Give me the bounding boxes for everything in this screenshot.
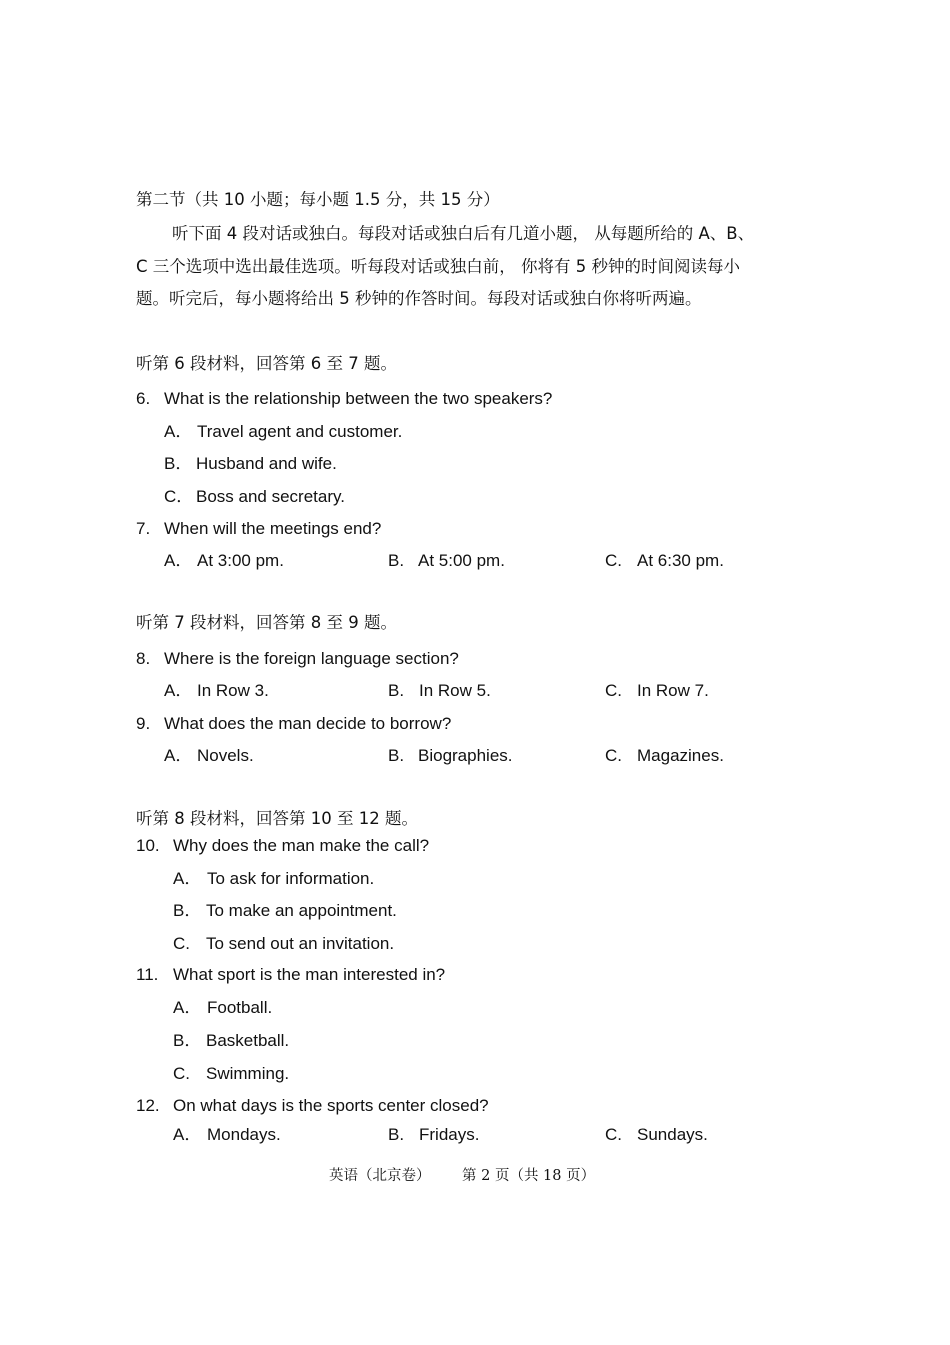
- option-letter: C.: [605, 551, 622, 570]
- option-text: Swimming.: [206, 1064, 290, 1083]
- option-letter: A．: [164, 746, 193, 765]
- option-letter: A．: [173, 869, 202, 888]
- option-letter: B．: [173, 901, 202, 920]
- option-text: Basketball.: [206, 1031, 290, 1050]
- option-text: In Row 5.: [419, 681, 491, 700]
- option-text: At 3:00 pm.: [197, 551, 284, 570]
- question-number: 6.: [136, 389, 151, 408]
- question-text: Where is the foreign language section?: [164, 649, 459, 668]
- option-text: Husband and wife.: [196, 454, 337, 473]
- option-letter: C.: [173, 934, 190, 953]
- option-letter: B.: [388, 551, 405, 570]
- option-letter: C.: [605, 746, 622, 765]
- instruction-line-3: 题。听完后，每小题将给出 5 秒钟的作答时间。每段对话或独白你将听两遍。: [136, 289, 702, 308]
- group-heading: 听第 6 段材料，回答第 6 至 7 题。: [136, 354, 397, 373]
- question-text: When will the meetings end?: [164, 519, 382, 538]
- option-letter: B.: [388, 1125, 405, 1144]
- option-letter: C.: [605, 1125, 622, 1144]
- option-text: To make an appointment.: [206, 901, 397, 920]
- option-letter: B.: [388, 681, 405, 700]
- footer-subject: 英语（北京卷）: [329, 1168, 431, 1184]
- option-text: Biographies.: [418, 746, 513, 765]
- option-text: In Row 7.: [637, 681, 709, 700]
- option-text: To ask for information.: [207, 869, 375, 888]
- question-text: What is the relationship between the two speakers?: [164, 389, 553, 408]
- option-text: Boss and secretary.: [196, 487, 345, 506]
- question-number: 7.: [136, 519, 151, 538]
- option-text: At 6:30 pm.: [637, 551, 724, 570]
- group-heading: 听第 8 段材料，回答第 10 至 12 题。: [136, 809, 418, 828]
- option-text: In Row 3.: [197, 681, 269, 700]
- option-text: Travel agent and customer.: [197, 422, 403, 441]
- section-header: 第二节（共 10 小题；每小题 1.5 分，共 15 分）: [136, 190, 500, 209]
- option-text: Football.: [207, 998, 273, 1017]
- option-text: Magazines.: [637, 746, 724, 765]
- option-text: To send out an invitation.: [206, 934, 395, 953]
- option-letter: B．: [164, 454, 193, 473]
- instruction-line-1: 听下面 4 段对话或独白。每段对话或独白后有几道小题， 从每题所给的 A、B、: [172, 224, 755, 243]
- footer-page-number: 第 2 页（共 18 页）: [462, 1168, 596, 1184]
- question-number: 8.: [136, 649, 151, 668]
- option-letter: A．: [173, 998, 202, 1017]
- question-text: What does the man decide to borrow?: [164, 714, 452, 733]
- question-number: 12.: [136, 1096, 160, 1115]
- option-letter: A．: [173, 1125, 202, 1144]
- question-number: 9.: [136, 714, 151, 733]
- option-text: Sundays.: [637, 1125, 708, 1144]
- option-text: At 5:00 pm.: [418, 551, 505, 570]
- option-letter: A．: [164, 422, 193, 441]
- option-letter: C.: [173, 1064, 190, 1083]
- question-text: What sport is the man interested in?: [173, 965, 446, 984]
- question-number: 11.: [136, 965, 159, 984]
- instruction-line-2: C 三个选项中选出最佳选项。听每段对话或独白前， 你将有 5 秒钟的时间阅读每小: [136, 257, 740, 276]
- option-text: Novels.: [197, 746, 254, 765]
- question-text: On what days is the sports center closed?: [173, 1096, 489, 1115]
- group-heading: 听第 7 段材料，回答第 8 至 9 题。: [136, 613, 397, 632]
- option-letter: B.: [388, 746, 405, 765]
- option-text: Mondays.: [207, 1125, 281, 1144]
- option-letter: B．: [173, 1031, 202, 1050]
- option-letter: C．: [164, 487, 194, 506]
- option-letter: A．: [164, 551, 193, 570]
- question-text: Why does the man make the call?: [173, 836, 430, 855]
- question-number: 10.: [136, 836, 160, 855]
- option-letter: A．: [164, 681, 193, 700]
- option-text: Fridays.: [419, 1125, 480, 1144]
- option-letter: C.: [605, 681, 622, 700]
